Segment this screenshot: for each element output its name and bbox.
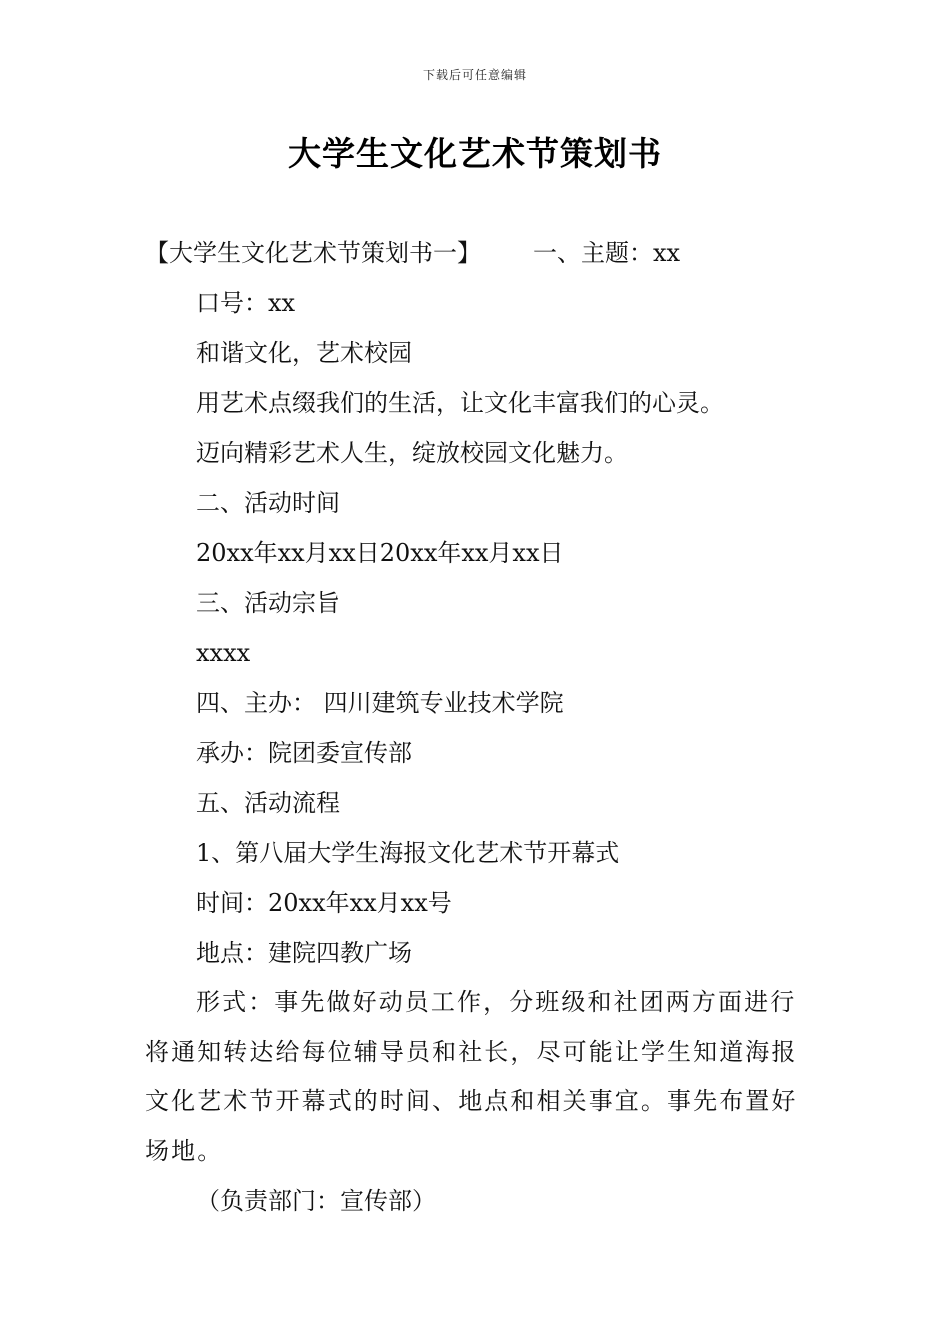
- document-title: 大学生文化艺术节策划书: [288, 134, 662, 173]
- activity-process-heading: 五、活动流程: [196, 789, 340, 817]
- responsible-department: （负责部门：宣传部）: [196, 1187, 436, 1215]
- page-header-note: 下载后可任意编辑: [422, 68, 527, 82]
- activity-time-heading: 二、活动时间: [196, 489, 340, 517]
- opening-ceremony-item: 1、第八届大学生海报文化艺术节开幕式: [196, 839, 620, 867]
- organizer-line: 承办：院团委宣传部: [196, 739, 412, 767]
- slogan-text-2: 用艺术点缀我们的生活，让文化丰富我们的心灵。: [196, 389, 724, 417]
- host-line: 四、主办： 四川建筑专业技术学院: [196, 689, 564, 717]
- activity-purpose-value: xxxx: [196, 639, 251, 667]
- theme-line: 一、主题：xx: [533, 239, 681, 267]
- slogan-text-1: 和谐文化，艺术校园: [196, 339, 412, 367]
- slogan-text-3: 迈向精彩艺术人生，绽放校园文化魅力。: [196, 439, 628, 467]
- slogan-line: 口号：xx: [196, 289, 296, 317]
- activity-purpose-heading: 三、活动宗旨: [196, 589, 340, 617]
- section-heading: 【大学生文化艺术节策划书一】: [145, 239, 481, 267]
- form-paragraph: 形式：事先做好动员工作，分班级和社团两方面进行将通知转达给每位辅导员和社长，尽可能让学生知道海报文化艺术节开幕式的时间、地点和相关事宜。事先布置好场地。: [145, 988, 798, 1165]
- first-line: [145, 228, 810, 278]
- ceremony-location: 地点：建院四教广场: [196, 939, 412, 967]
- activity-time-value: 20xx年xx月xx日20xx年xx月xx日: [196, 539, 564, 567]
- ceremony-time: 时间：20xx年xx月xx号: [196, 889, 452, 917]
- document-body: [145, 228, 810, 1226]
